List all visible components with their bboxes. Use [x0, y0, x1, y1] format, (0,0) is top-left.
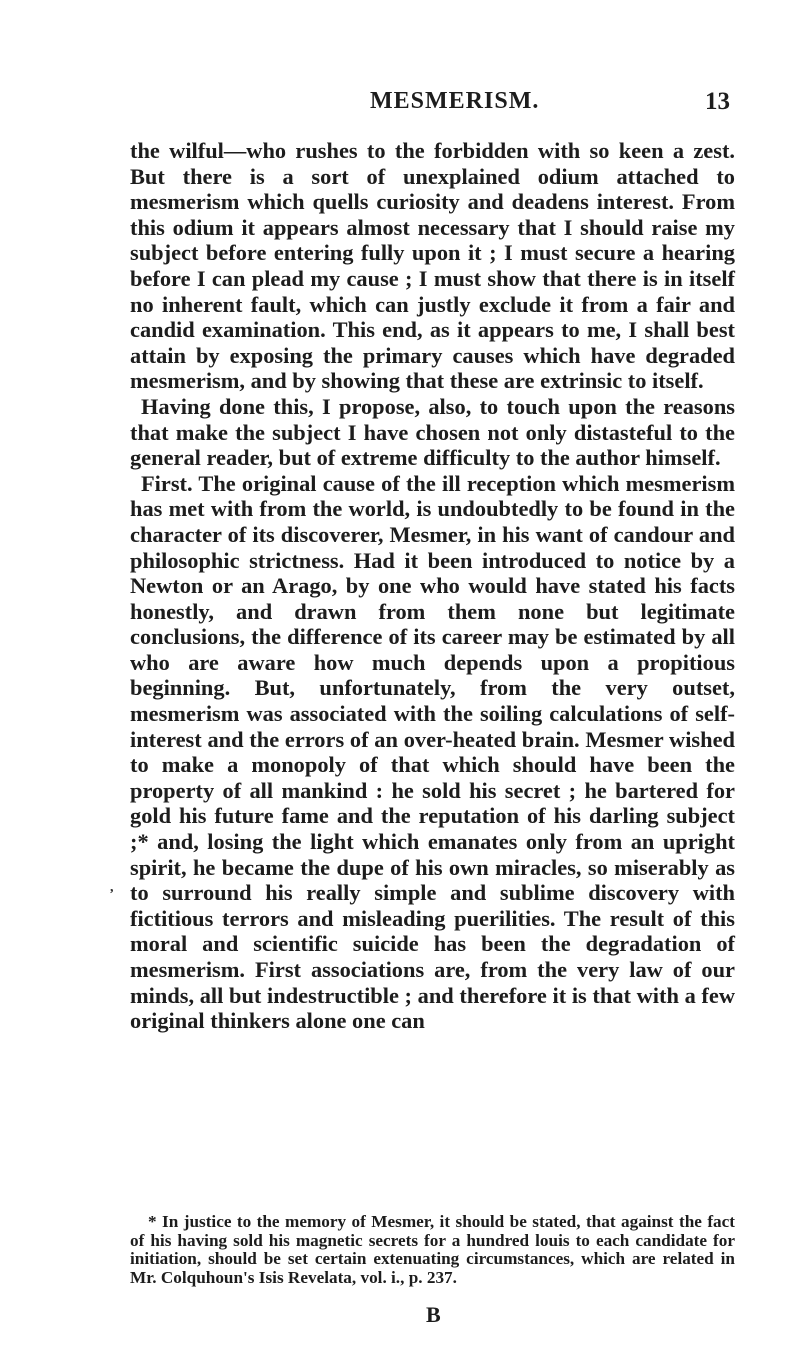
paragraph-1: the wilful—who rushes to the forbidden with so keen a zest. But there is a sort of unexplained odium attached to mesmerism which quells curiosity and deadens interest. From this odium it appears almost necessary that I should raise my subject before entering fully upon it ; I must secure a hearing before I can plead my cause ; I must show that there is in itself no inherent fault, which can justly exclude it from a fair and candid examination. This end, as it appears to me, I shall best attain by exposing the primary causes which have degraded mesmerism, and by showing that these are extrinsic to itself. — [130, 138, 735, 394]
paragraph-3: First. The original cause of the ill reception which mesmerism has met with from the world, is undoubtedly to be found in the character of its discoverer, Mesmer, in his want of candour and philosophic strictness. Had it been introduced to notice by a Newton or an Arago, by one who would have stated his facts honestly, and drawn from them none but legitimate conclusions, the difference of its career may be estimated by all who are aware how much depends upon a propitious beginning. But, unfortunately, from the very outset, mesmerism was associated with the soiling calculations of self-interest and the errors of an over-heated brain. Mesmer wished to make a monopoly of that which should have been the property of all mankind : he sold his secret ; he bartered for gold his future fame and the reputation of his darling subject ;* and, losing the light which emanates only from an upright spirit, he became the dupe of his own miracles, so miserably as to surround his really simple and sublime discovery with fictitious terrors and misleading puerilities. The result of this moral and scientific suicide has been the degradation of mesmerism. First associations are, from the very law of our minds, all but indestructible ; and therefore it is that with a few original thinkers alone one can — [130, 470, 735, 1034]
page-number: 13 — [705, 88, 730, 115]
signature-mark: B — [426, 1302, 441, 1327]
running-head — [130, 88, 730, 128]
footnote-block — [130, 1213, 735, 1287]
running-title: MESMERISM. — [370, 88, 540, 114]
footnote: * In justice to the memory of Mesmer, it should be stated, that against the fact of his having sold his magnetic secrets for a hundred louis to each candidate for initiation, should be set certain extenuating circumstances, which are related in Mr. Colquhoun's Isis Revelata, vol. i., p. 237. — [130, 1212, 735, 1287]
paragraph-2: Having done this, I propose, also, to touch upon the reasons that make the subject I have chosen not only distasteful to the general reader, but of extreme difficulty to the author himself. — [130, 393, 735, 471]
body-text — [130, 138, 735, 1034]
margin-mark: , — [110, 880, 114, 895]
